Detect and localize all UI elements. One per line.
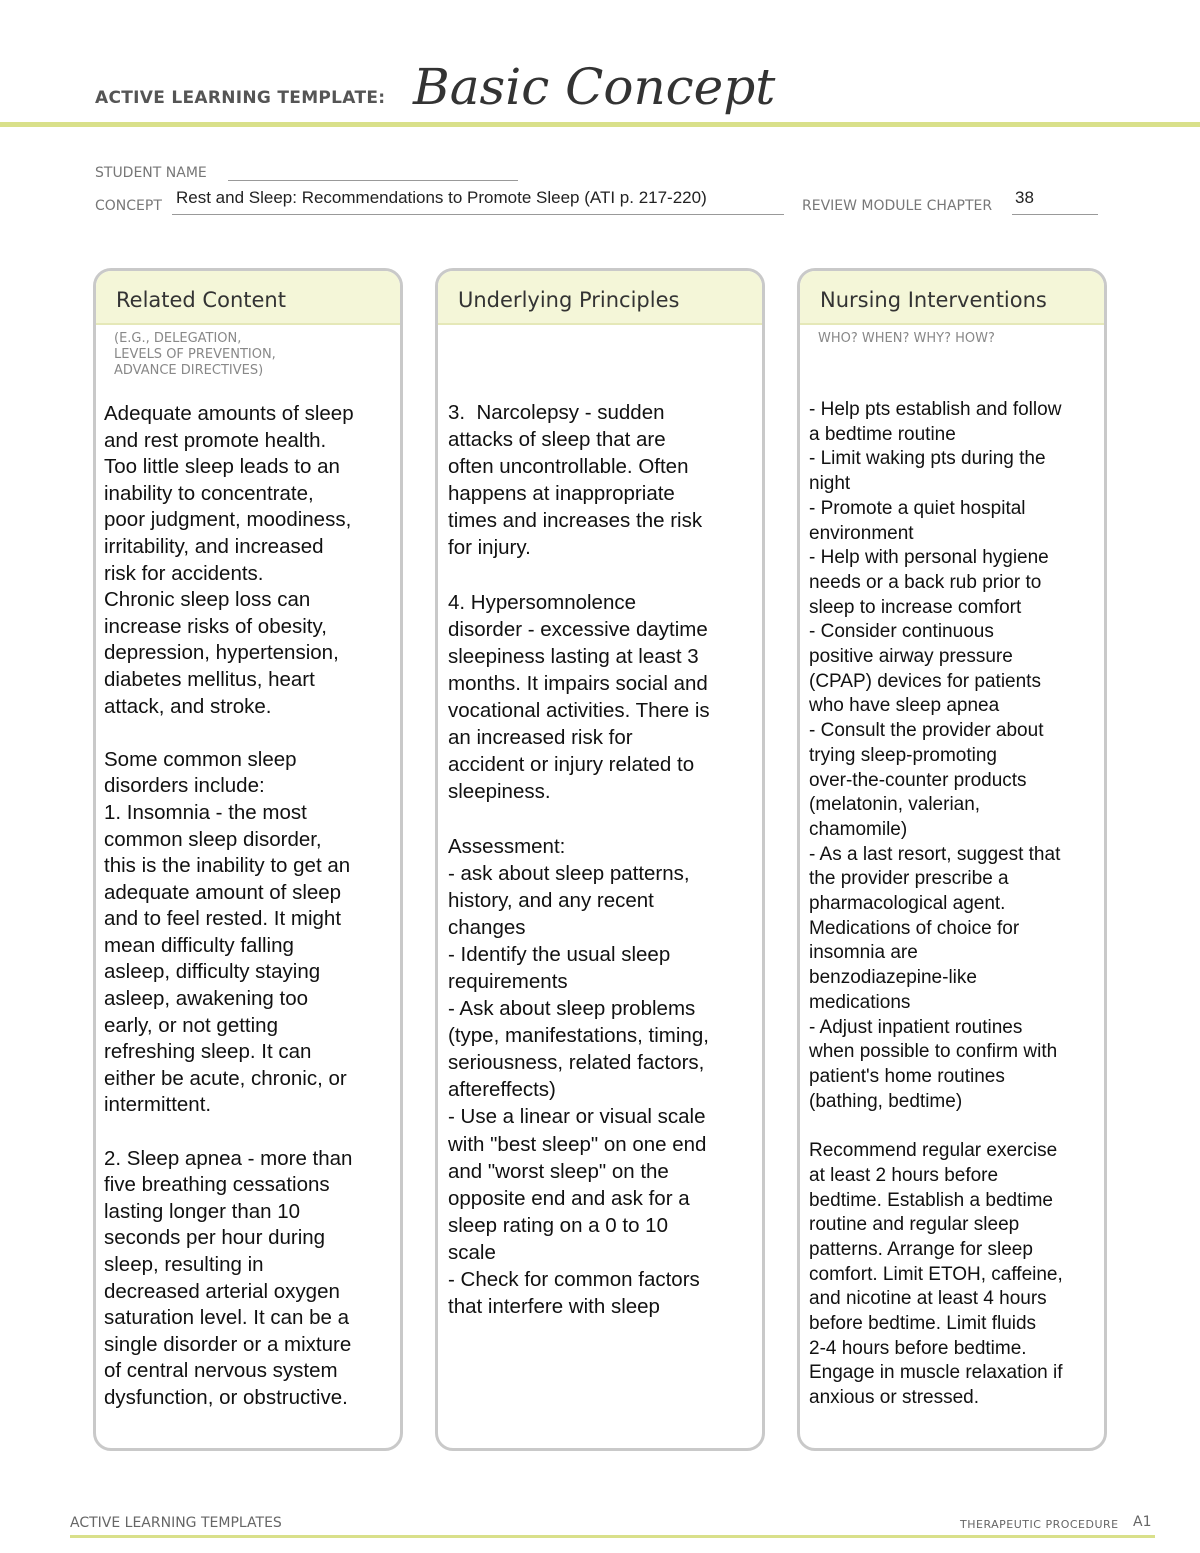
related-content-title: Related Content (116, 288, 286, 312)
template-header (95, 58, 1105, 118)
header-divider (0, 122, 1200, 127)
chapter-field[interactable]: 38 (1015, 188, 1034, 207)
underlying-principles-text[interactable]: 3. Narcolepsy - sudden attacks of sleep that are often uncontrollable. Often happens at inappropriate times and increases the risk for injury. 4. Hypersomnolence disorder - excessive daytime sleepiness lasting at least 3 months. It impairs social and vocational activities. There is an increased risk for accident or injury related to sleepiness. Assessment: - ask about sleep patterns, history, and any recent changes - Identify the usual sleep requirements - Ask about sleep problems (type, manifestations, timing, seriousness, related factors, aftereffects) - Use a linear or visual scale with "best sleep" on one end and "worst sleep" on the opposite end and ask for a sleep rating on a 0 to 10 scale - Check for common factors that interfere with sleep (448, 401, 710, 1319)
underlying-principles-title: Underlying Principles (458, 288, 680, 312)
template-label: ACTIVE LEARNING TEMPLATE: (95, 88, 386, 108)
page-number: A1 (1133, 1514, 1152, 1530)
footer-right-label: THERAPEUTIC PROCEDURE (960, 1518, 1119, 1531)
underlying-principles-header (438, 271, 762, 325)
nursing-interventions-header (800, 271, 1104, 325)
chapter-line (1012, 214, 1098, 215)
concept-label: CONCEPT (95, 198, 162, 214)
related-content-text[interactable]: Adequate amounts of sleep and rest promote health. Too little sleep leads to an inability to concentrate, poor judgment, moodiness, irritability, and increased risk for accidents. Chronic sleep loss can increase risks of obesity, depression, hypertension, diabetes mellitus, heart attack, and stroke. Some common sleep disorders include: 1. Insomnia - the most common sleep disorder, this is the inability to get an adequate amount of sleep and to feel rested. It might mean difficulty falling asleep, difficulty staying asleep, awakening too early, or not getting refreshing sleep. It can either be acute, chronic, or intermittent. 2. Sleep apnea - more than five breathing cessations lasting longer than 10 seconds per hour during sleep, resulting in decreased arterial oxygen saturation level. It can be a single disorder or a mixture of central nervous system dysfunction, or obstructive. (104, 402, 354, 1409)
related-content-panel (93, 268, 403, 1451)
concept-line (172, 214, 784, 215)
template-title: Basic Concept (413, 58, 776, 116)
underlying-principles-panel (435, 268, 765, 1451)
nursing-interventions-panel (797, 268, 1107, 1451)
related-content-subtitle: (E.G., DELEGATION, LEVELS OF PREVENTION, ADVANCE DIRECTIVES) (114, 331, 276, 378)
chapter-label: REVIEW MODULE CHAPTER (802, 198, 993, 214)
student-name-label: STUDENT NAME (95, 165, 207, 181)
nursing-interventions-text[interactable]: - Help pts establish and follow a bedtime routine - Limit waking pts during the night - Promote a quiet hospital environment - Help with personal hygiene needs or a back rub prior to sleep to increase comfort - Consider continuous positive airway pressure (CPAP) devices for patients who have sleep apnea - Consult the provider about trying sleep-promoting over-the-counter products (melatonin, valerian, chamomile) - As a last resort, suggest that the provider prescribe a pharmacological agent. Medications of choice for insomnia are benzodiazepine-like medications - Adjust inpatient routines when possible to confirm with patient's home routines (bathing, bedtime) Recommend regular exercise at least 2 hours before bedtime. Establish a bedtime routine and regular sleep patterns. Arrange for sleep comfort. Limit ETOH, caffeine, and nicotine at least 4 hours before bedtime. Limit fluids 2-4 hours before bedtime. Engage in muscle relaxation if anxious or stressed. (809, 399, 1063, 1409)
nursing-interventions-subtitle: WHO? WHEN? WHY? HOW? (818, 331, 995, 346)
concept-field[interactable]: Rest and Sleep: Recommendations to Promote Sleep (ATI p. 217-220) (176, 188, 707, 207)
nursing-interventions-title: Nursing Interventions (820, 288, 1047, 312)
footer-divider (70, 1535, 1155, 1538)
footer-left-label: ACTIVE LEARNING TEMPLATES (70, 1515, 282, 1531)
related-content-header (96, 271, 400, 325)
student-name-line (228, 180, 518, 181)
